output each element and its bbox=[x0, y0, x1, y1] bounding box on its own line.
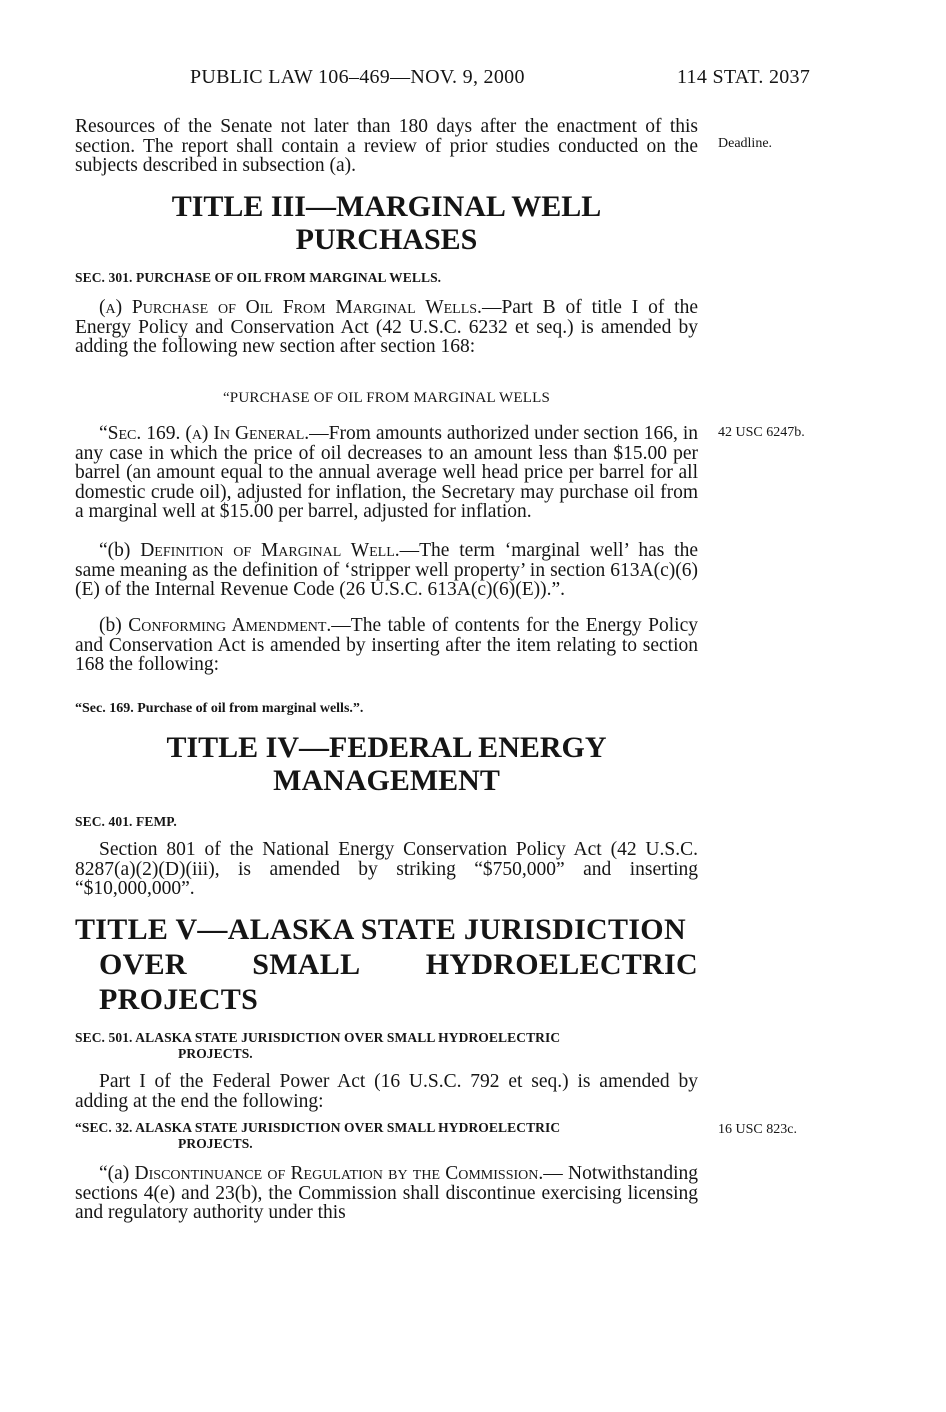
sec-32-subsection-a bbox=[75, 1164, 698, 1223]
sec-169-a-text: —From amounts authorized under section 166, in any case in which the price of oil decreases to an amount less than $15.00 per barrel (an amount equal to the annual average well head price per barrel for all domestic crude oil), adjusted for inflation, the Secretary may purchase oil from a marginal well at $15.00 per barrel, adjusted for inflation. bbox=[75, 423, 698, 522]
sec-169-subsection-b bbox=[75, 541, 698, 600]
toc-entry: “Sec. 169. Purchase of oil from marginal wells.”. bbox=[75, 701, 364, 716]
sec-32-a-lead: “(a) bbox=[99, 1163, 135, 1184]
sec-32-heading bbox=[75, 1120, 698, 1152]
title-iv-line2: MANAGEMENT bbox=[273, 764, 500, 797]
sec-32-heading-line2: PROJECTS. bbox=[178, 1136, 253, 1151]
sec-32-a-label: Discontinuance of Regulation by the Commission. bbox=[134, 1163, 544, 1184]
subsection-b-label: Conforming Amendment. bbox=[128, 615, 332, 636]
subsection-b-text: —The table of contents for the Energy Policy and Conservation Act is amended by inserting after the item relating to section 168 the following: bbox=[75, 615, 698, 675]
title-iii-line2: PURCHASES bbox=[295, 223, 478, 256]
title-iii-line1: TITLE III—MARGINAL WELL bbox=[171, 190, 602, 223]
sec-169-a-label: In General. bbox=[213, 423, 310, 444]
title-v-line2 bbox=[75, 947, 698, 982]
sec-501-heading bbox=[75, 1030, 698, 1062]
title-iv-heading bbox=[75, 731, 698, 797]
sec-301-heading: SEC. 301. PURCHASE OF OIL FROM MARGINAL WELLS. bbox=[75, 270, 442, 285]
margin-note-deadline: Deadline. bbox=[718, 136, 773, 151]
sec-401-text: Section 801 of the National Energy Conservation Policy Act (42 U.S.C. 8287(a)(2)(D)(iii), is amended by striking “$750,000” and inserting “$10,000,000”. bbox=[75, 839, 698, 899]
running-header-right: 114 STAT. 2037 bbox=[677, 66, 811, 88]
sec-501-heading-line2: PROJECTS. bbox=[178, 1046, 253, 1061]
subsection-b-lead: (b) bbox=[99, 615, 129, 636]
sec-401-heading: SEC. 401. FEMP. bbox=[75, 814, 177, 829]
quoted-section-heading: “PURCHASE OF OIL FROM MARGINAL WELLS bbox=[222, 390, 551, 406]
title-v-line1: TITLE V—ALASKA STATE JURISDICTION bbox=[75, 913, 686, 946]
margin-note-42-usc-6247b: 42 USC 6247b. bbox=[718, 425, 805, 440]
title-v-word-small: SMALL bbox=[252, 948, 361, 981]
sec-501-text: Part I of the Federal Power Act (16 U.S.C. 792 et seq.) is amended by adding at the end the following: bbox=[75, 1071, 698, 1112]
title-iv-line1: TITLE IV—FEDERAL ENERGY bbox=[166, 731, 607, 764]
title-v-word-over: OVER bbox=[99, 948, 187, 981]
title-v-heading bbox=[75, 912, 698, 1017]
title-iii-heading bbox=[75, 190, 698, 256]
sec-301-subsection-a bbox=[75, 298, 698, 357]
margin-note-16-usc-823c: 16 USC 823c. bbox=[718, 1122, 797, 1137]
sec-301-subsection-b bbox=[75, 616, 698, 675]
sec-169-b-text: —The term ‘marginal well’ has the same meaning as the definition of ‘stripper well property’ in section 613A(c)(6)(E) of the Internal Revenue Code (26 U.S.C. 613A(c)(6)(E)).”. bbox=[75, 540, 698, 600]
running-header-left: PUBLIC LAW 106–469—NOV. 9, 2000 bbox=[190, 66, 525, 88]
sec-169-b-lead: “(b) bbox=[99, 540, 141, 561]
sec-169-b-label: Definition of Marginal Well. bbox=[140, 540, 400, 561]
title-v-word-hydroelectric: HYDROELECTRIC bbox=[425, 948, 698, 981]
sec-501-heading-line1: SEC. 501. ALASKA STATE JURISDICTION OVER SMALL HYDROELECTRIC bbox=[75, 1030, 561, 1045]
sec-32-a-text: — Notwithstanding sections 4(e) and 23(b), the Commission shall discontinue exercising licensing and regulatory authority under this bbox=[75, 1163, 698, 1223]
subsection-a-label: (a) Purchase of Oil From Marginal Wells. bbox=[99, 297, 482, 318]
intro-paragraph: Resources of the Senate not later than 180 days after the enactment of this section. The report shall contain a review of prior studies conducted on the subjects described in subsection (a). bbox=[75, 116, 698, 176]
sec-169-subsection-a bbox=[75, 424, 698, 522]
sec-169-lead: “Sec. 169. (a) bbox=[99, 423, 214, 444]
title-v-line3: PROJECTS bbox=[99, 983, 259, 1016]
subsection-a-text: —Part B of title I of the Energy Policy and Conservation Act (42 U.S.C. 6232 et seq.) is amended by adding the following new section after section 168: bbox=[75, 297, 698, 357]
sec-32-heading-line1: “SEC. 32. ALASKA STATE JURISDICTION OVER SMALL HYDROELECTRIC bbox=[75, 1120, 561, 1135]
